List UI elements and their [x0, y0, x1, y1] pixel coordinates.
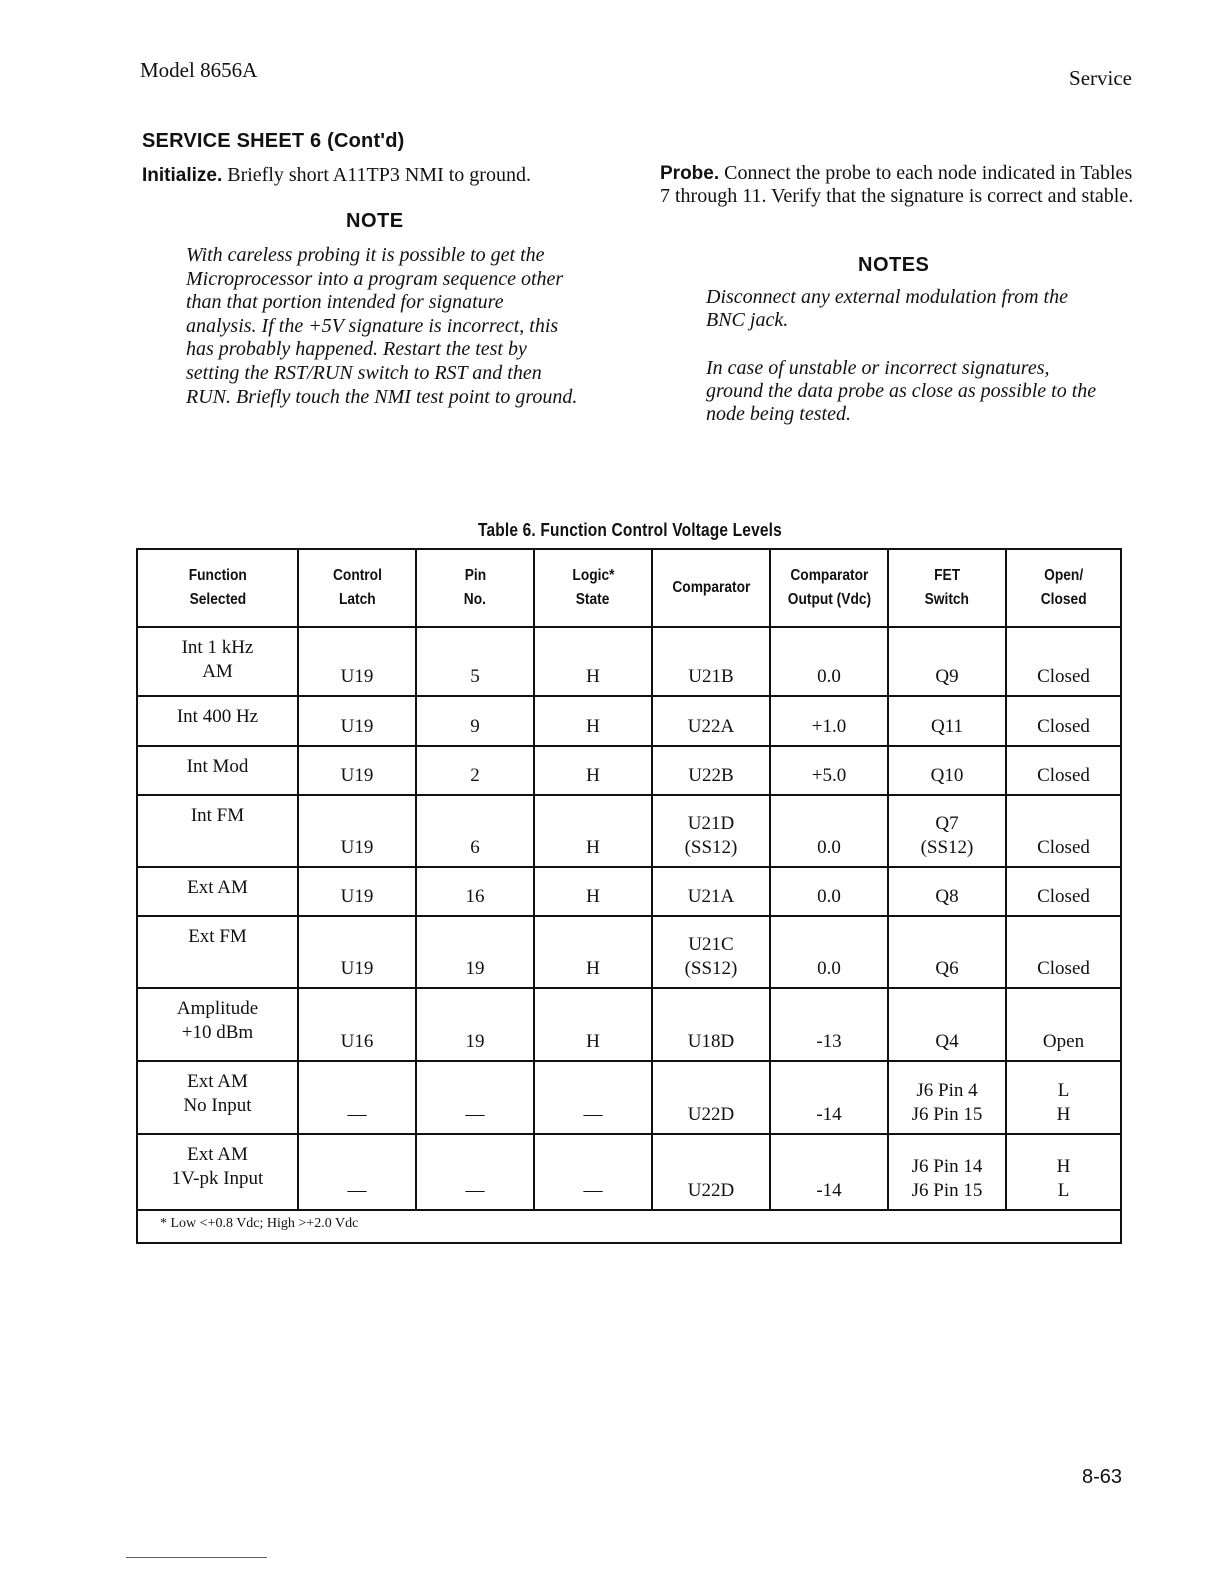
table-cell [888, 696, 1006, 746]
cell-line: — [465, 1180, 485, 1201]
table-row [138, 1134, 1120, 1210]
table-footnote: * Low <+0.8 Vdc; High >+2.0 Vdc [160, 1216, 359, 1231]
table-cell [888, 627, 1006, 696]
cell-line: — [347, 1104, 367, 1125]
sheet-title: SERVICE SHEET 6 (Cont'd) [142, 130, 405, 152]
column-header [652, 550, 770, 627]
table-cell [1006, 988, 1120, 1061]
column-header-line: Function [188, 567, 247, 584]
cell-line: H [586, 886, 600, 907]
cell-line: Closed [1037, 716, 1090, 737]
initialize-lead: Initialize. [142, 165, 223, 186]
column-header-line: No. [463, 591, 487, 608]
cell-line: 2 [470, 765, 480, 786]
table-cell [1006, 1134, 1120, 1210]
cell-line: 9 [470, 716, 480, 737]
table-cell [652, 746, 770, 795]
function-control-table [136, 548, 1122, 1244]
table-grid [138, 550, 1120, 1211]
notes-heading: NOTES [858, 254, 930, 276]
column-header [1006, 550, 1120, 627]
table-header-row [138, 550, 1120, 627]
table-cell [888, 746, 1006, 795]
table-row [138, 988, 1120, 1061]
table-cell [298, 867, 416, 916]
cell-line: J6 Pin 15 [911, 1104, 983, 1125]
cell-line: L [1057, 1080, 1070, 1101]
table-cell [770, 1134, 888, 1210]
table-cell [888, 1134, 1006, 1210]
table-cell [298, 795, 416, 867]
cell-line: 6 [470, 837, 480, 858]
cell-line: Q7 [935, 813, 959, 834]
table-cell [1006, 795, 1120, 867]
cell-line: +10 dBm [181, 1022, 254, 1043]
table-cell [298, 1134, 416, 1210]
cell-line: 0.0 [817, 886, 841, 907]
table-cell [770, 1061, 888, 1134]
table-cell [298, 627, 416, 696]
column-header-line: Switch [924, 591, 970, 608]
cell-line: +5.0 [811, 765, 847, 786]
cell-line: U19 [340, 958, 374, 979]
table-cell [298, 696, 416, 746]
probe-paragraph [660, 162, 1138, 208]
cell-line: Ext AM [187, 877, 248, 898]
cell-line: 19 [465, 1031, 485, 1052]
table-cell [770, 988, 888, 1061]
cell-line: J6 Pin 15 [911, 1180, 983, 1201]
table-cell [888, 988, 1006, 1061]
table-caption: Table 6. Function Control Voltage Levels [478, 520, 782, 540]
cell-line: Int 400 Hz [176, 706, 259, 727]
column-header-line: Pin [464, 567, 486, 584]
cell-line: U22D [687, 1104, 735, 1125]
table-cell [138, 746, 298, 795]
table-cell [770, 867, 888, 916]
table-cell [888, 916, 1006, 988]
table-cell [1006, 1061, 1120, 1134]
column-header [416, 550, 534, 627]
table-row [138, 916, 1120, 988]
table-cell [652, 988, 770, 1061]
cell-line: — [583, 1180, 603, 1201]
cell-line: Closed [1037, 958, 1090, 979]
cell-line: U19 [340, 886, 374, 907]
table-cell [138, 1134, 298, 1210]
table-cell [416, 867, 534, 916]
cell-line: U22B [688, 765, 734, 786]
table-cell [770, 696, 888, 746]
cell-line: Int FM [190, 805, 245, 826]
cell-line: H [586, 666, 600, 687]
cell-line: Q6 [935, 958, 959, 979]
table-cell [416, 988, 534, 1061]
table-cell [534, 696, 652, 746]
table-cell [298, 1061, 416, 1134]
cell-line: U21B [688, 666, 734, 687]
table-cell [534, 795, 652, 867]
table-cell [652, 1134, 770, 1210]
table-row [138, 867, 1120, 916]
cell-line: Amplitude [176, 998, 259, 1019]
cell-line: Q4 [935, 1031, 959, 1052]
column-header-line: Selected [189, 591, 246, 608]
note-body: With careless probing it is possible to get the Microprocessor into a program sequence other than that portion intended for signature analysis. If the +5V signature is incorrect, this has probably happened. Restart the test by setting the RST/RUN switch to RST and then RUN. Briefly touch the NMI test point to ground. [186, 244, 578, 408]
table-cell [298, 746, 416, 795]
table-cell [1006, 627, 1120, 696]
table-cell [416, 627, 534, 696]
table-row [138, 627, 1120, 696]
table-cell [534, 916, 652, 988]
cell-line: H [586, 958, 600, 979]
table-cell [652, 916, 770, 988]
table-cell [138, 916, 298, 988]
probe-text: Connect the probe to each node indicated in Tables 7 through 11. Verify that the signature is correct and stable. [660, 162, 1134, 207]
table-cell [888, 1061, 1006, 1134]
cell-line: Closed [1037, 886, 1090, 907]
bottom-rule [126, 1557, 267, 1558]
cell-line: — [583, 1104, 603, 1125]
notes-paragraph-2: In case of unstable or incorrect signatures, ground the data probe as close as possible to the node being tested. [706, 357, 1097, 425]
table-cell [652, 795, 770, 867]
cell-line: L [1057, 1180, 1070, 1201]
table-cell [138, 795, 298, 867]
cell-line: U18D [687, 1031, 735, 1052]
cell-line: Open [1042, 1031, 1085, 1052]
table-cell [416, 696, 534, 746]
table-cell [888, 867, 1006, 916]
note-heading: NOTE [346, 210, 404, 232]
table-cell [770, 916, 888, 988]
table-cell [652, 867, 770, 916]
table-cell [770, 627, 888, 696]
cell-line: U19 [340, 837, 374, 858]
cell-line: Closed [1037, 666, 1090, 687]
cell-line: Int 1 kHz [181, 637, 254, 658]
table-cell [416, 916, 534, 988]
cell-line: (SS12) [684, 837, 738, 858]
table-cell [1006, 867, 1120, 916]
cell-line: 0.0 [817, 666, 841, 687]
cell-line: U22A [687, 716, 735, 737]
column-header [298, 550, 416, 627]
table-row [138, 746, 1120, 795]
column-header-line: Open/ [1044, 567, 1083, 584]
table-cell [138, 696, 298, 746]
table-cell [534, 867, 652, 916]
page-number: 8-63 [1081, 1466, 1122, 1488]
table-cell [416, 795, 534, 867]
cell-line: U19 [340, 666, 374, 687]
cell-line: U22D [687, 1180, 735, 1201]
cell-line: U21A [687, 886, 735, 907]
table-cell [1006, 916, 1120, 988]
cell-line: Int Mod [186, 756, 249, 777]
column-header-line: Comparator [672, 579, 750, 596]
column-header-line: Output (Vdc) [787, 591, 871, 608]
cell-line: Q8 [935, 886, 959, 907]
cell-line: Closed [1037, 765, 1090, 786]
table-row [138, 1061, 1120, 1134]
column-header [138, 550, 298, 627]
cell-line: Q10 [930, 765, 964, 786]
cell-line: No Input [183, 1095, 252, 1116]
column-header-line: Control [332, 567, 382, 584]
cell-line: 5 [470, 666, 480, 687]
table-cell [770, 746, 888, 795]
cell-line: — [347, 1180, 367, 1201]
cell-line: U19 [340, 765, 374, 786]
table-cell [770, 795, 888, 867]
table-cell [298, 988, 416, 1061]
column-header-line: Closed [1040, 591, 1087, 608]
table-row [138, 795, 1120, 867]
header-section: Service [1069, 66, 1132, 90]
cell-line: (SS12) [920, 837, 974, 858]
column-header-line: State [576, 591, 610, 608]
column-header-line: Logic* [571, 567, 615, 584]
cell-line: 16 [465, 886, 485, 907]
table-cell [534, 746, 652, 795]
table-cell [534, 1061, 652, 1134]
cell-line: 1V-pk Input [171, 1168, 264, 1189]
cell-line: U21C [688, 934, 734, 955]
column-header [534, 550, 652, 627]
table-cell [534, 1134, 652, 1210]
cell-line: U21D [687, 813, 735, 834]
column-header [770, 550, 888, 627]
cell-line: H [586, 765, 600, 786]
initialize-paragraph [142, 164, 612, 187]
cell-line: 0.0 [817, 958, 841, 979]
table-row [138, 696, 1120, 746]
cell-line: -14 [816, 1180, 842, 1201]
table-cell [652, 696, 770, 746]
cell-line: Q9 [935, 666, 959, 687]
column-header-line: Comparator [790, 567, 868, 584]
cell-line: Q11 [930, 716, 964, 737]
cell-line: AM [202, 661, 233, 682]
table-cell [1006, 696, 1120, 746]
cell-line: — [465, 1104, 485, 1125]
table-cell [652, 627, 770, 696]
cell-line: +1.0 [811, 716, 847, 737]
probe-lead: Probe. [660, 163, 720, 184]
table-cell [138, 988, 298, 1061]
cell-line: H [586, 716, 600, 737]
table-cell [1006, 746, 1120, 795]
column-header [888, 550, 1006, 627]
cell-line: 19 [465, 958, 485, 979]
table-cell [416, 1061, 534, 1134]
table-cell [138, 867, 298, 916]
column-header-line: FET [934, 567, 960, 584]
cell-line: Closed [1037, 837, 1090, 858]
cell-line: H [586, 1031, 600, 1052]
table-cell [888, 795, 1006, 867]
table-cell [138, 1061, 298, 1134]
header-model: Model 8656A [140, 58, 258, 82]
cell-line: H [1056, 1104, 1071, 1125]
cell-line: U19 [340, 716, 374, 737]
column-header-line: Latch [338, 591, 376, 608]
cell-line: J6 Pin 14 [911, 1156, 983, 1177]
cell-line: J6 Pin 4 [916, 1080, 978, 1101]
cell-line: Ext FM [188, 926, 247, 947]
cell-line: 0.0 [817, 837, 841, 858]
table-cell [534, 988, 652, 1061]
cell-line: Ext AM [187, 1071, 248, 1092]
initialize-text: Briefly short A11TP3 NMI to ground. [222, 164, 531, 186]
table-cell [298, 916, 416, 988]
cell-line: -13 [816, 1031, 842, 1052]
cell-line: H [586, 837, 600, 858]
cell-line: H [1056, 1156, 1071, 1177]
cell-line: Ext AM [187, 1144, 248, 1165]
table-cell [416, 1134, 534, 1210]
notes-paragraph-1: Disconnect any external modulation from the BNC jack. [706, 286, 1068, 331]
cell-line: -14 [816, 1104, 842, 1125]
table-cell [416, 746, 534, 795]
table-cell [138, 627, 298, 696]
table-cell [652, 1061, 770, 1134]
cell-line: U16 [340, 1031, 374, 1052]
cell-line: (SS12) [684, 958, 738, 979]
table-cell [534, 627, 652, 696]
